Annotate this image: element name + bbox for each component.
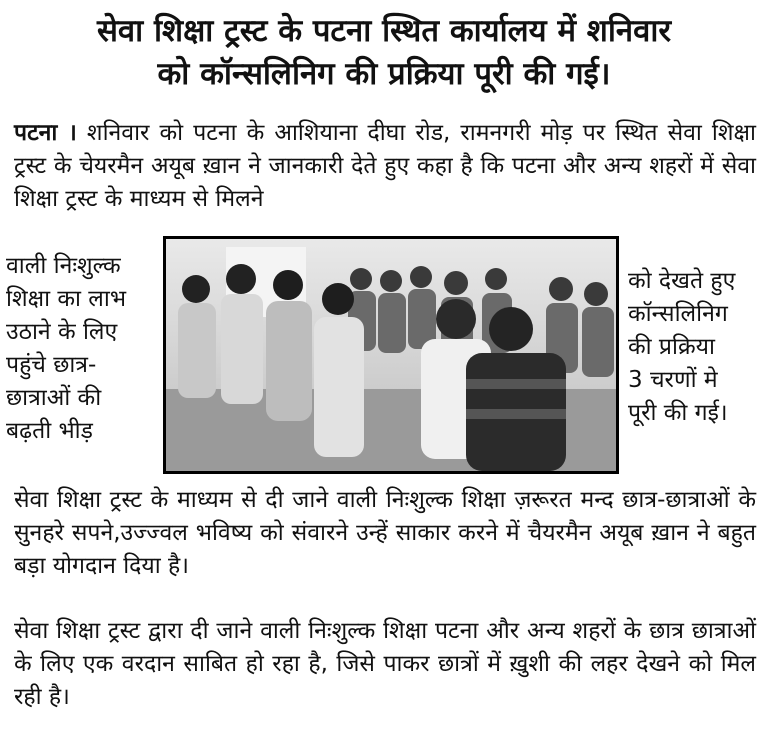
paragraph-2: सेवा शिक्षा ट्रस्ट के माध्यम से दी जाने वाली निःशुल्क शिक्षा ज़रूरत मन्द छात्र-छात्राओं के सुनहरे सपने,उज्ज्वल भविष्य को संवारने उन्हें साकार करने में चैयरमैन अयूब ख़ान ने बहुत बड़ा योगदान दिया है। — [14, 487, 756, 579]
right-column-text — [628, 265, 735, 430]
right-line: को देखते हुए — [628, 268, 736, 294]
left-column-text — [6, 250, 126, 448]
paragraph-3: सेवा शिक्षा ट्रस्ट द्वारा दी जाने वाली निःशुल्क शिक्षा पटना और अन्य शहरों के छात्र छात्राओं के लिए एक वरदान साबित हो रहा है, जिसे पाकर छात्रों में ख़ुशी की लहर देखने को मिल रही है। — [14, 618, 756, 710]
headline-line-1: सेवा शिक्षा ट्रस्ट के पटना स्थित कार्यालय में शनिवार — [96, 13, 672, 49]
left-line: उठाने के लिए — [6, 319, 118, 345]
left-line: वाली निःशुल्क — [6, 253, 121, 279]
right-line: कॉन्सलिनिग — [628, 301, 728, 327]
intro-text: शनिवार को पटना के आशियाना दीघा रोड, रामनगरी मोड़ पर स्थित सेवा शिक्षा ट्रस्ट के चेयरमैन अयूब ख़ान ने जानकारी देते हुए कहा है कि पटना और अन्य शहरों में सेवा शिक्षा ट्रस्ट के माध्यम से मिलने — [14, 120, 756, 212]
dateline-place: पटना । — [14, 120, 77, 146]
students-seated-image — [166, 239, 616, 471]
left-line: शिक्षा का लाभ — [6, 286, 127, 312]
intro-paragraph — [14, 117, 756, 216]
classroom-photo — [163, 236, 619, 474]
right-line: 3 चरणों मे — [628, 367, 718, 393]
right-line: की प्रक्रिया — [628, 334, 715, 360]
left-line: पहुंचे छात्र- — [6, 352, 97, 378]
headline-line-2: को कॉन्सलिनिग की प्रक्रिया पूरी की गई। — [157, 56, 611, 92]
right-line: पूरी की गई। — [628, 400, 728, 426]
headline — [10, 10, 758, 96]
left-line: छात्राओं की — [6, 385, 102, 411]
left-line: बढ़ती भीड़ — [6, 418, 93, 444]
